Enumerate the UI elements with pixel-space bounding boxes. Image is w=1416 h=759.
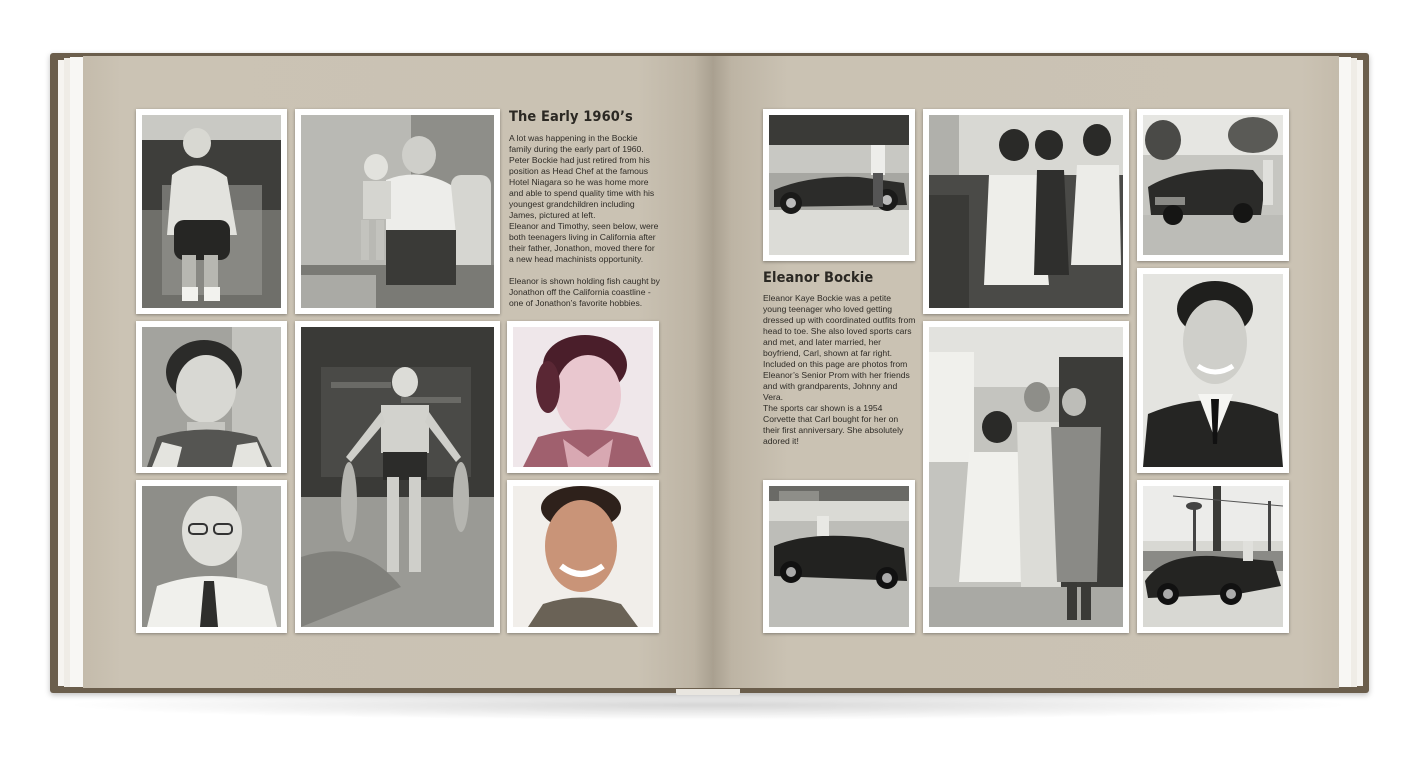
ribbon-tab [676, 689, 740, 695]
left-paragraph-2: Eleanor and Timothy, seen below, were both teenagers living in California after their father, Jonathon, moved there for a new head machinists opportunity. [509, 221, 659, 264]
photo-smiling-young-man[interactable] [507, 480, 659, 633]
photo-image [1143, 486, 1283, 627]
photo-woman-lawn-chair[interactable] [136, 109, 287, 314]
photo-girl-holding-fish[interactable] [295, 321, 500, 633]
photo-convertible-on-road[interactable] [763, 480, 915, 633]
right-page-title: Eleanor Bockie [763, 270, 874, 286]
right-page-edge-line [1338, 57, 1351, 687]
left-page-title: The Early 1960’s [509, 109, 633, 125]
photo-image [142, 486, 281, 627]
photo-older-man-glasses[interactable] [136, 480, 287, 633]
photo-image [1143, 115, 1283, 255]
photo-image [142, 327, 281, 467]
photo-image [929, 327, 1123, 627]
photo-image [513, 327, 653, 467]
photo-corvette-palm-trees[interactable] [1137, 480, 1289, 633]
photo-young-man-suit[interactable] [1137, 268, 1289, 473]
photo-image [769, 115, 909, 255]
photo-young-woman-plaid[interactable] [136, 321, 287, 473]
photo-girl-with-grandparents[interactable] [923, 321, 1129, 633]
photo-grandfather-with-toddler[interactable] [295, 109, 500, 314]
right-paragraph-1: Eleanor Kaye Bockie was a petite young teenager who loved getting dressed up with coordinated outfits from head to toe. She also loved sports cars and met, and later married, her boyfriend, Carl, shown at far right. Included on this page are photos from Eleanor’s Senior Prom with her friends and with grandparents, Johnny and Vera. [763, 293, 916, 402]
left-paragraph-1: A lot was happening in the Bockie family during the early part of 1960. Peter Bockie had just retired from his position as Head Chef at the famous Hotel Niagara so he was home more and able to spend quality time with his youngest grandchildren including James, pictured at left. [509, 133, 655, 220]
photo-image [1143, 274, 1283, 467]
photo-teenage-girl-portrait[interactable] [507, 321, 659, 473]
left-paragraph-3: Eleanor is shown holding fish caught by Jonathon off the California coastline - one of Jonathon’s favorite hobbies. [509, 276, 660, 308]
photo-corvette-street[interactable] [1137, 109, 1289, 261]
photo-image [513, 486, 653, 627]
right-paragraph-2: The sports car shown is a 1954 Corvette that Carl bought for her on their first anniversary. She absolutely adored it! [763, 403, 904, 446]
photo-convertible-with-man[interactable] [763, 109, 915, 261]
photo-three-girls-prom[interactable] [923, 109, 1129, 314]
photo-image [301, 327, 494, 627]
photo-image [769, 486, 909, 627]
photo-image [142, 115, 281, 308]
photo-image [301, 115, 494, 308]
photo-image [929, 115, 1123, 308]
